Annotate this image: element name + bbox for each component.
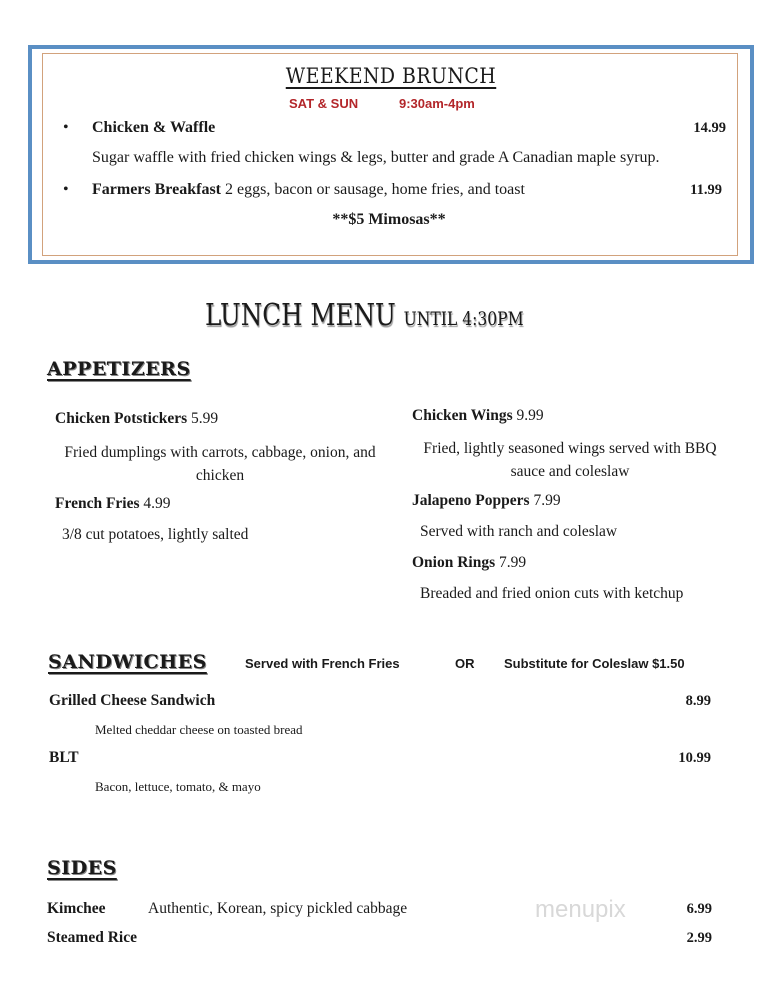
brunch-item-price: 11.99 <box>690 182 722 198</box>
item-description: 3/8 cut potatoes, lightly salted <box>62 526 249 543</box>
item-name: Kimchee <box>47 900 106 917</box>
item-name: Chicken Potstickers <box>55 410 188 427</box>
appetizer-item <box>412 554 526 572</box>
brunch-item-name: Chicken & Waffle <box>92 119 216 136</box>
item-description: Bacon, lettuce, tomato, & mayo <box>95 779 261 794</box>
appetizer-item <box>55 495 171 513</box>
brunch-item-price: 14.99 <box>693 120 726 136</box>
lunch-title <box>205 298 524 333</box>
item-price: 7.99 <box>499 554 527 571</box>
item-price: 4.99 <box>143 495 171 512</box>
sandwiches-substitute: Substitute for Coleslaw $1.50 <box>504 656 685 671</box>
appetizer-item <box>412 492 561 510</box>
item-price: 8.99 <box>685 693 711 709</box>
item-price: 5.99 <box>191 410 219 427</box>
sides-heading: SIDES <box>47 857 117 879</box>
brunch-days: SAT & SUN <box>289 96 359 111</box>
item-description: Fried, lightly seasoned wings served with BBQ sauce and coleslaw <box>423 440 717 480</box>
brunch-title: WEEKEND BRUNCH <box>285 64 497 88</box>
item-name: Grilled Cheese Sandwich <box>49 692 216 709</box>
item-name: BLT <box>49 749 79 766</box>
bullet-icon: • <box>63 181 69 198</box>
sandwiches-heading: SANDWICHES <box>48 651 207 673</box>
item-price: 10.99 <box>678 750 711 766</box>
item-name: Jalapeno Poppers <box>412 492 530 509</box>
item-description: Melted cheddar cheese on toasted bread <box>95 722 303 737</box>
brunch-hours: 9:30am-4pm <box>399 96 475 111</box>
item-price: 6.99 <box>686 901 712 917</box>
brunch-special: **$5 Mimosas** <box>332 211 446 228</box>
item-price: 7.99 <box>533 492 561 509</box>
item-name: Onion Rings <box>412 554 496 571</box>
menupix-watermark: menupix <box>535 896 626 923</box>
item-name: Steamed Rice <box>47 929 137 946</box>
brunch-item-name: Farmers Breakfast <box>92 181 221 198</box>
item-price: 2.99 <box>686 930 712 946</box>
brunch-item-description: Sugar waffle with fried chicken wings & legs, butter and grade A Canadian maple syrup. <box>92 149 660 166</box>
sandwiches-note-or: OR <box>455 656 475 671</box>
brunch-item-description: 2 eggs, bacon or sausage, home fries, and toast <box>225 181 525 198</box>
appetizers-heading: APPETIZERS <box>47 358 191 380</box>
bullet-icon: • <box>63 119 69 136</box>
item-description: Authentic, Korean, spicy pickled cabbage <box>148 900 408 917</box>
lunch-title-text: LUNCH MENU <box>205 298 396 333</box>
item-description: Fried dumplings with carrots, cabbage, onion, and chicken <box>64 444 376 484</box>
item-price: 9.99 <box>516 407 544 424</box>
appetizer-item <box>412 407 544 425</box>
item-description: Served with ranch and coleslaw <box>420 523 618 540</box>
brunch-item-row <box>92 181 525 199</box>
item-name: French Fries <box>55 495 140 512</box>
lunch-subtitle: UNTIL 4:30PM <box>403 308 524 330</box>
appetizer-item <box>55 410 218 428</box>
item-description: Breaded and fried onion cuts with ketchup <box>420 585 684 602</box>
sandwiches-note: Served with French Fries <box>245 656 400 671</box>
item-name: Chicken Wings <box>412 407 513 424</box>
